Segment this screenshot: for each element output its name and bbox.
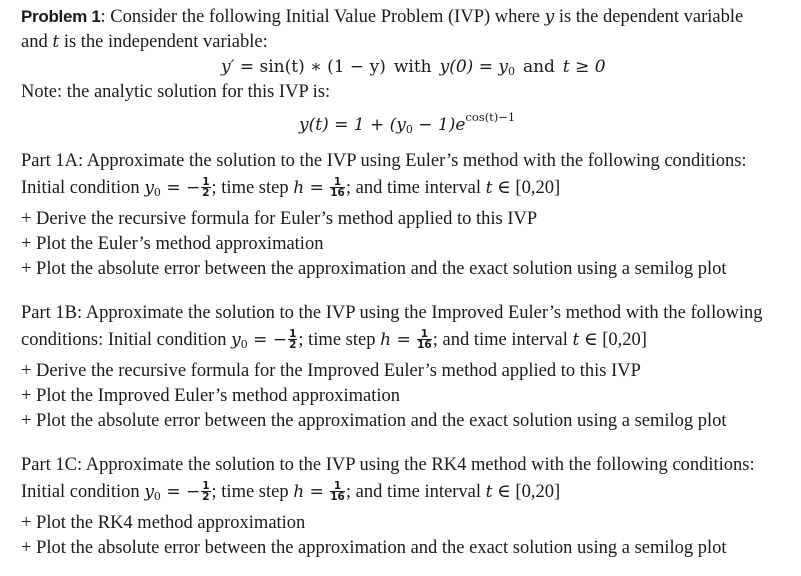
part-1a-task-3: + Plot the absolute error between the approximation and the exact solution using a semilog plot [21, 259, 727, 279]
part-1b-heading: Part 1B: Approximate the solution to the IVP using the Improved Euler’s method with the following [21, 303, 763, 323]
part-1a-conditions: Initial condition $y_0$ = − $\frac{1}{2}$ ; time step h = $\frac{1}{16}$ ; and time interval t ∈ [0,20] [21, 176, 561, 200]
fraction-one-sixteenth: $\frac{1}{16}$ [417, 328, 432, 352]
fraction-one-half: $\frac{1}{2}$ [289, 328, 297, 352]
part-1b-task-1: + Derive the recursive formula for the Improved Euler’s method applied to this IVP [21, 361, 641, 381]
part-1c-task-1: + Plot the RK4 method approximation [21, 513, 306, 533]
problem-intro-line-2: and t is the independent variable: [21, 32, 268, 52]
part-1a-task-1: + Derive the recursive formula for Euler’s method applied to this IVP [21, 209, 538, 229]
fraction-one-half: $\frac{1}{2}$ [202, 176, 210, 200]
fraction-one-sixteenth: $\frac{1}{16}$ [330, 176, 345, 200]
part-1a-heading: Part 1A: Approximate the solution to the IVP using Euler’s method with the following conditions: [21, 151, 747, 171]
analytic-solution: $y(t) = 1 + (y_0 - 1)e^{cos(t)-1}$ [299, 110, 516, 136]
problem-intro-line-1: Problem 1: Consider the following Initial Value Problem (IVP) where y is the dependent variable [21, 7, 744, 27]
part-1c-heading: Part 1C: Approximate the solution to the IVP using the RK4 method with the following conditions: [21, 455, 755, 475]
ode-equation: y′ = sin(t) ∗ (1 − y) with $y(0) = y_0$ and t ≥ 0 [221, 57, 606, 78]
fraction-one-sixteenth: $\frac{1}{16}$ [330, 480, 345, 504]
part-1c-task-2: + Plot the absolute error between the approximation and the exact solution using a semilog plot [21, 538, 727, 558]
part-1c-conditions: Initial condition $y_0$ = − $\frac{1}{2}$ ; time step h = $\frac{1}{16}$ ; and time interval t ∈ [0,20] [21, 480, 561, 504]
part-1a-task-2: + Plot the Euler’s method approximation [21, 234, 324, 254]
problem-title: Problem 1 [21, 7, 101, 26]
part-1b-task-3: + Plot the absolute error between the approximation and the exact solution using a semilog plot [21, 411, 727, 431]
note-line: Note: the analytic solution for this IVP is: [21, 82, 331, 102]
part-1b-conditions: conditions: Initial condition $y_0$ = − $\frac{1}{2}$ ; time step h = $\frac{1}{16}$ ; and time interval t ∈ [0,20] [21, 328, 647, 352]
part-1b-task-2: + Plot the Improved Euler’s method approximation [21, 386, 400, 406]
fraction-one-half: $\frac{1}{2}$ [202, 480, 210, 504]
